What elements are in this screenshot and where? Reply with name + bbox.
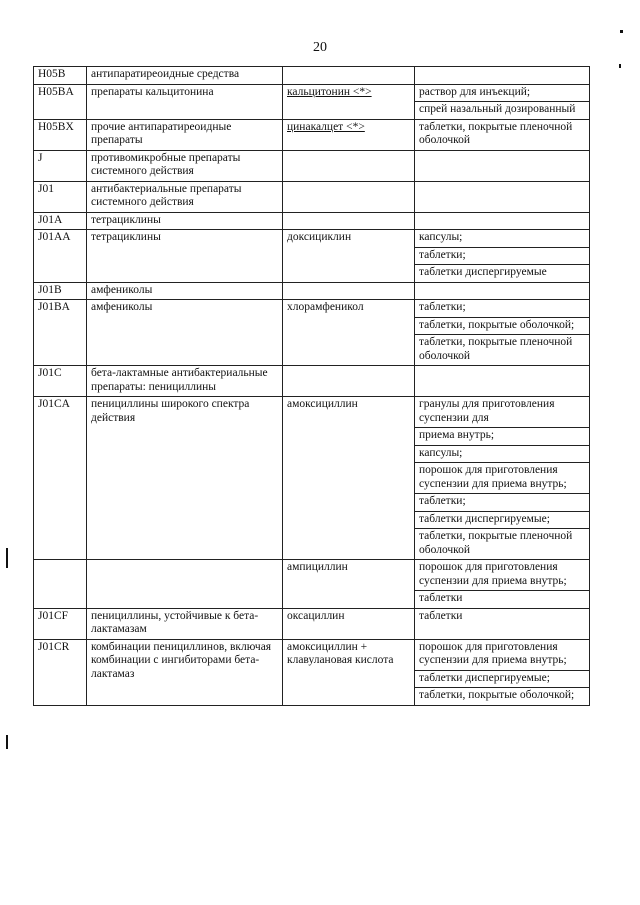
dosage-form-item: таблетки; [415,247,589,265]
dosage-form-item [415,67,589,84]
dosage-form-item: таблетки; [415,493,589,511]
dosage-form-item: таблетки, покрытые пленочной оболочкой [415,528,589,559]
drug-name-cell: кальцитонин <*> [283,84,415,119]
dosage-form-item: таблетки [419,609,463,622]
dosage-form-item [415,366,589,383]
group-name-cell: комбинации пенициллинов, включая комбинации с ингибиторами бета-лактамаз [87,639,283,705]
table-row [34,366,590,397]
atc-code-cell: H05BA [34,84,87,119]
atc-code-cell: J01A [34,212,87,230]
dosage-form-item: таблетки, покрытые пленочной оболочкой [419,120,573,146]
dosage-forms-cell [415,608,590,639]
drug-name-cell: амоксициллин [283,397,415,560]
atc-code-cell: J01AA [34,230,87,283]
dosage-forms-cell [415,397,590,560]
table-row [34,212,590,230]
dosage-form-item [415,213,589,230]
table-row [34,84,590,119]
dosage-form-item: таблетки; [419,301,466,313]
dosage-form-item: спрей назальный дозированный [415,101,589,119]
table-row [34,181,590,212]
drug-name-cell: ампициллин [283,560,415,609]
atc-code-cell: J01CR [34,639,87,705]
dosage-forms-cell [415,119,590,150]
dosage-forms-cell [415,67,590,85]
group-name-cell: противомикробные препараты системного действия [87,150,283,181]
drug-table [33,66,590,706]
drug-name-cell [283,366,415,397]
atc-code-cell: H05B [34,67,87,85]
dosage-forms-cell [415,230,590,283]
table-row [34,230,590,283]
atc-code-cell: H05BX [34,119,87,150]
dosage-forms-cell [415,300,590,366]
dosage-form-item: капсулы; [415,445,589,463]
table-row [34,608,590,639]
atc-code-cell [34,560,87,609]
table-row [34,639,590,705]
drug-name-cell [283,181,415,212]
drug-name-cell: доксициклин [283,230,415,283]
group-name-cell: пенициллины широкого спектра действия [87,397,283,560]
dosage-forms-cell [415,560,590,609]
dosage-form-item: порошок для приготовления суспензии для приема внутрь; [415,462,589,493]
dosage-form-item: гранулы для приготовления суспензии для [419,398,555,424]
dosage-form-item: таблетки диспергируемые; [415,511,589,529]
dosage-forms-cell [415,181,590,212]
dosage-form-item: порошок для приготовления суспензии для приема внутрь; [419,640,567,666]
dosage-form-item: таблетки диспергируемые; [415,670,589,688]
dosage-form-item: таблетки, покрытые пленочной оболочкой [415,334,589,365]
dosage-form-item: таблетки диспергируемые [415,264,589,282]
drug-name-cell: оксациллин [283,608,415,639]
group-name-cell [87,560,283,609]
margin-mark [619,64,621,68]
dosage-forms-cell [415,282,590,300]
dosage-form-item: приема внутрь; [415,427,589,445]
dosage-form-item: раствор для инъекций; [419,85,531,98]
dosage-forms-cell [415,366,590,397]
dosage-forms-cell [415,212,590,230]
group-name-cell: тетрациклины [87,212,283,230]
group-name-cell: бета-лактамные антибактериальные препараты: пенициллины [87,366,283,397]
atc-code-cell: J [34,150,87,181]
atc-code-cell: J01CF [34,608,87,639]
dosage-form-item: порошок для приготовления суспензии для приема внутрь; [419,561,567,587]
group-name-cell: прочие антипаратиреоидные препараты [87,119,283,150]
dosage-forms-cell [415,150,590,181]
margin-mark [6,735,8,749]
table-row [34,397,590,560]
page-number: 20 [313,40,327,55]
table-row [34,282,590,300]
table-row [34,119,590,150]
table-row [34,150,590,181]
dosage-form-item [415,182,589,199]
group-name-cell: антипаратиреоидные средства [87,67,283,85]
dosage-form-item [415,283,589,300]
dosage-form-item: таблетки [415,590,589,608]
group-name-cell: амфениколы [87,300,283,366]
drug-name-cell [283,67,415,85]
margin-mark [620,30,623,33]
group-name-cell: амфениколы [87,282,283,300]
dosage-form-item: таблетки, покрытые оболочкой; [415,317,589,335]
dosage-form-item [415,151,589,168]
drug-name-cell [283,282,415,300]
drug-name-cell: амоксициллин + клавулановая кислота [283,639,415,705]
dosage-form-item: таблетки, покрытые оболочкой; [415,687,589,705]
table-row [34,560,590,609]
table-row [34,300,590,366]
margin-mark [6,548,8,568]
dosage-form-item: капсулы; [419,231,463,243]
atc-code-cell: J01 [34,181,87,212]
group-name-cell: тетрациклины [87,230,283,283]
dosage-forms-cell [415,639,590,705]
atc-code-cell: J01C [34,366,87,397]
table-row [34,67,590,85]
drug-name-cell [283,150,415,181]
group-name-cell: антибактериальные препараты системного действия [87,181,283,212]
atc-code-cell: J01B [34,282,87,300]
drug-name-cell [283,212,415,230]
group-name-cell: препараты кальцитонина [87,84,283,119]
atc-code-cell: J01CA [34,397,87,560]
dosage-forms-cell [415,84,590,119]
drug-name-cell: цинакалцет <*> [283,119,415,150]
drug-name-cell: хлорамфеникол [283,300,415,366]
group-name-cell: пенициллины, устойчивые к бета-лактамазам [87,608,283,639]
atc-code-cell: J01BA [34,300,87,366]
drug-table-body [34,67,590,706]
